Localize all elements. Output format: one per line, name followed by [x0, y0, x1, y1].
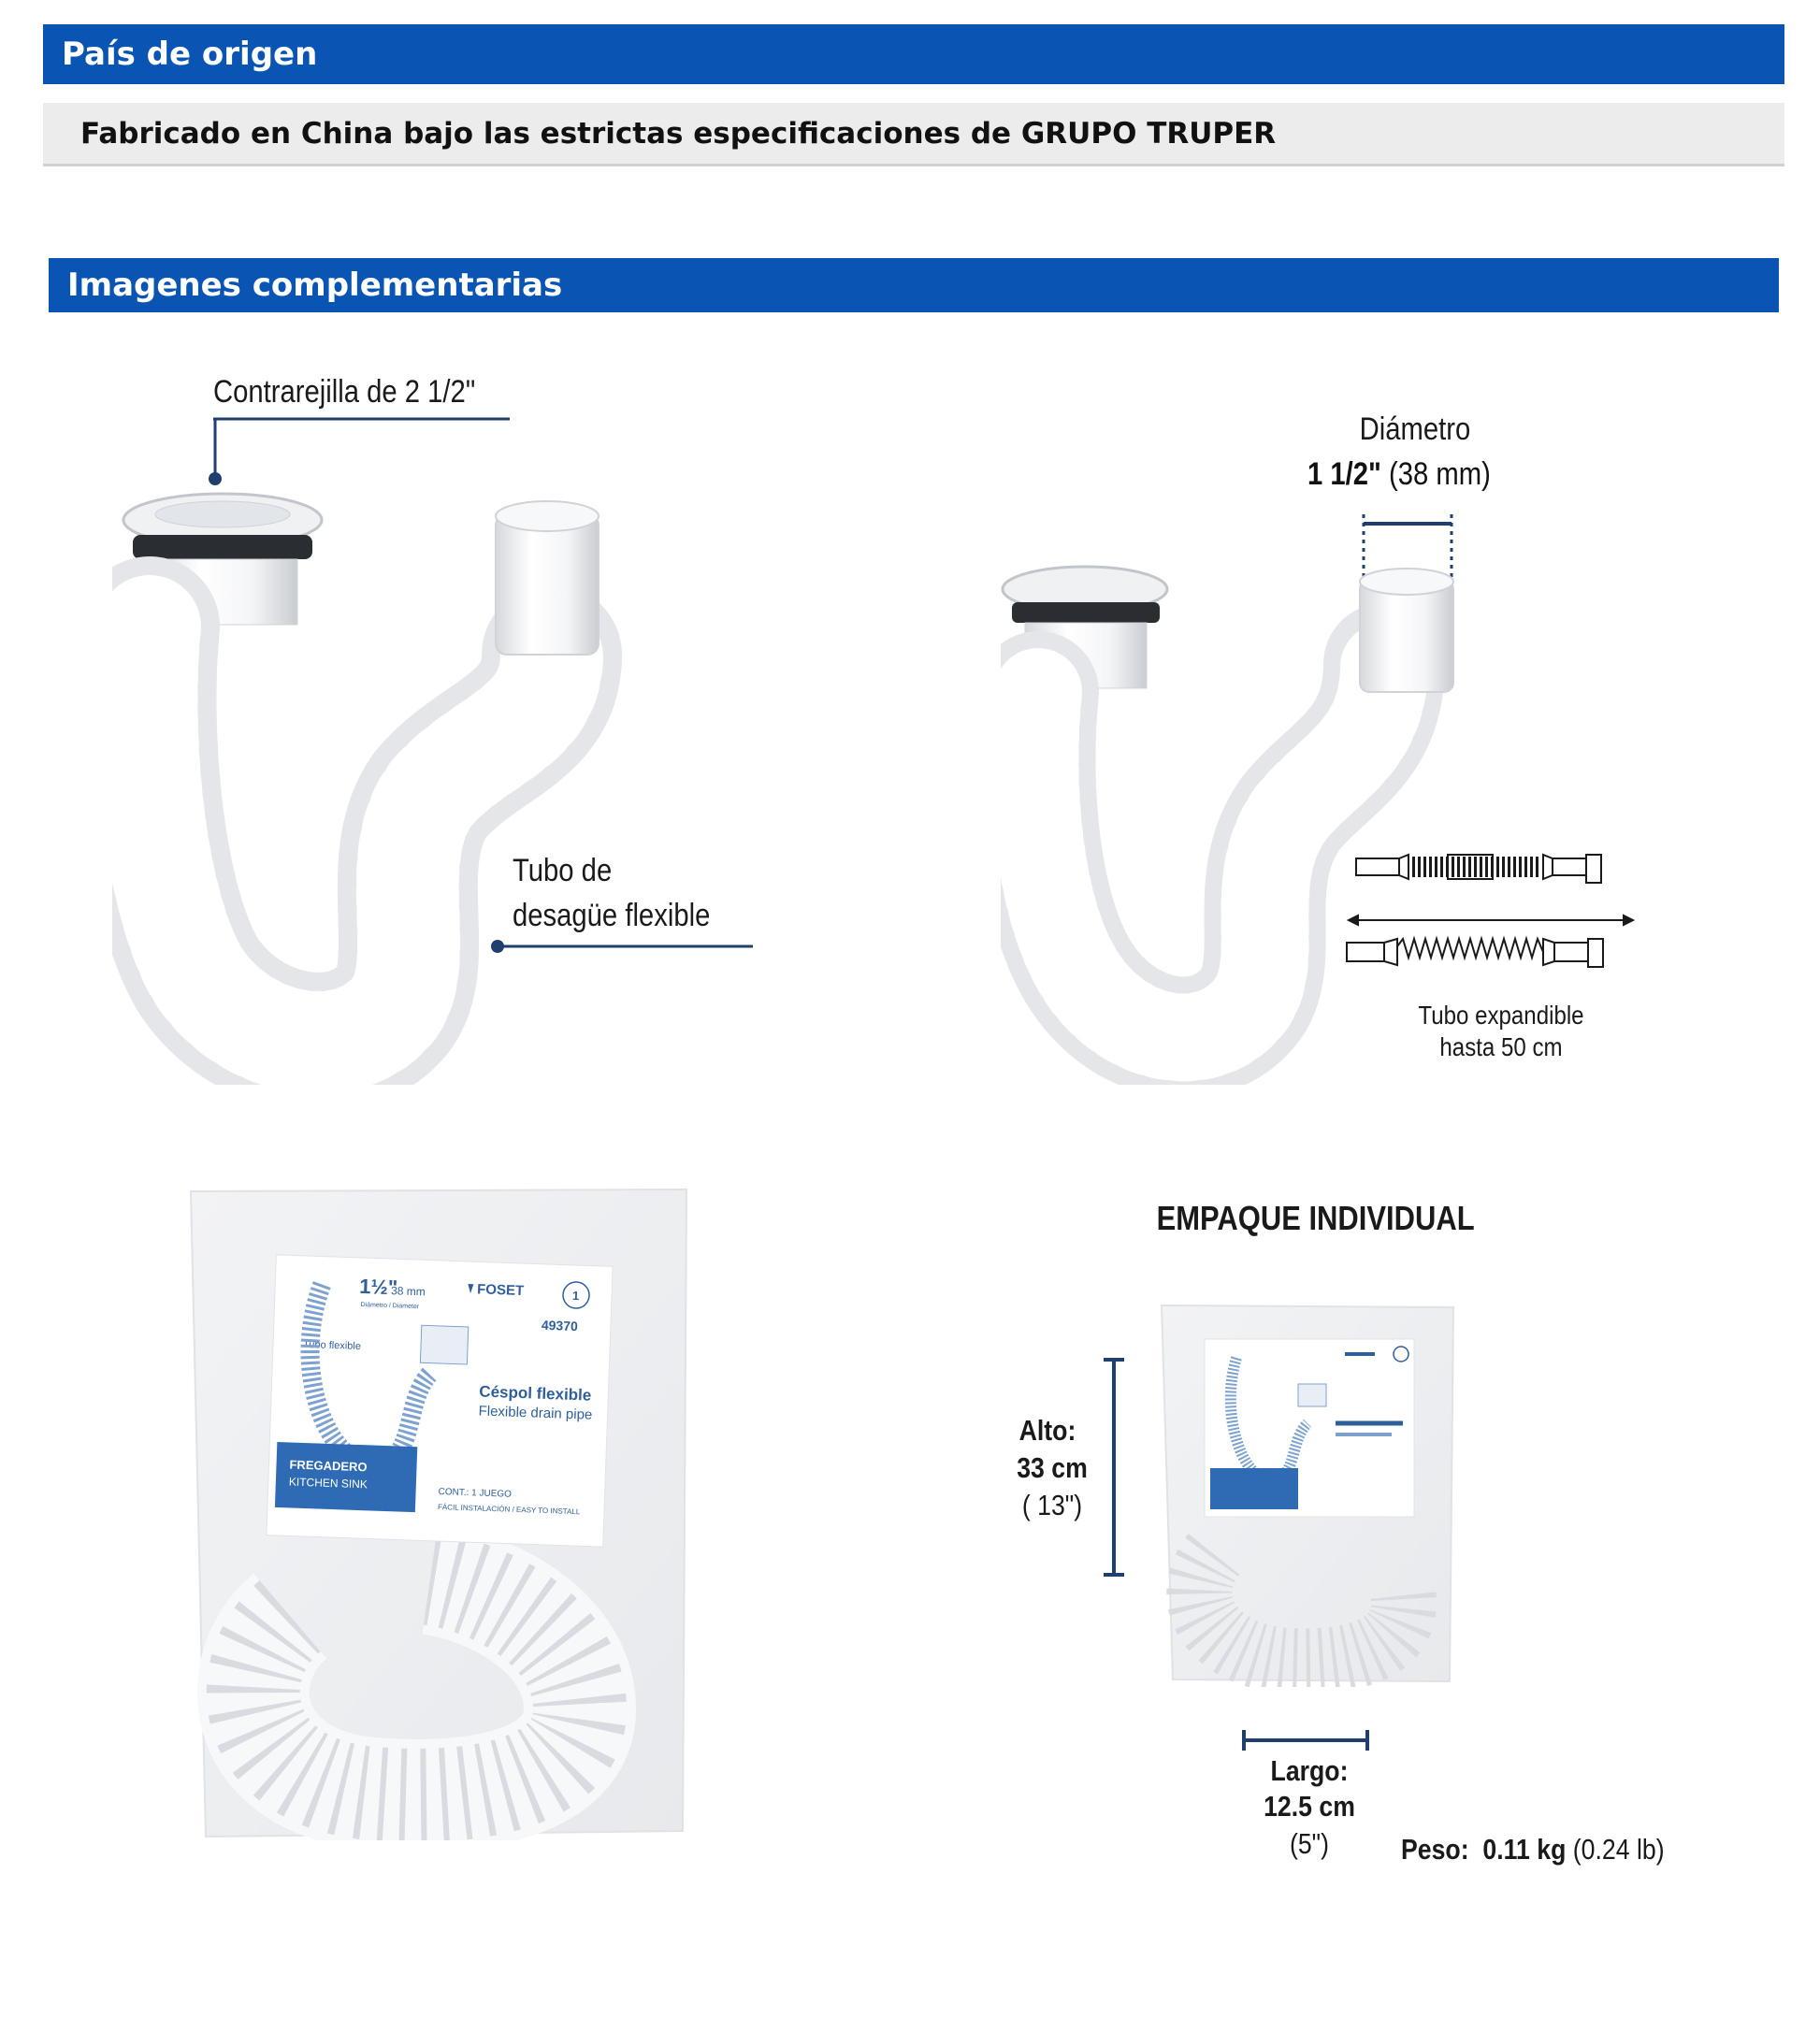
- origin-text: Fabricado en China bajo las estrictas especificaciones de GRUPO TRUPER: [80, 116, 1277, 151]
- pkg-size-caption: Diámetro / Diameter: [360, 1301, 420, 1311]
- pkg-brand: FOSET: [476, 1281, 525, 1300]
- expand-label-line1: Tubo expandible: [1418, 1001, 1584, 1030]
- weight-kg: 0.11 kg: [1482, 1833, 1567, 1866]
- tube-label-line1: Tubo de: [513, 853, 613, 888]
- pkg-product-es: Céspol flexible: [479, 1382, 592, 1405]
- package-photo-large: [187, 1186, 692, 1840]
- length-inches: (5"): [1289, 1827, 1330, 1860]
- diameter-title: Diámetro: [1359, 411, 1471, 447]
- length-value: 12.5 cm: [1264, 1790, 1355, 1823]
- tube-label-line2: desagüe flexible: [513, 898, 711, 933]
- weight-row: [1401, 1833, 1665, 1867]
- diameter-value: 1 1/2": [1307, 456, 1381, 492]
- weight-lb: (0.24 lb): [1572, 1833, 1665, 1866]
- package-photo-small: [1158, 1302, 1457, 1687]
- pkg-install: FÁCIL INSTALACIÓN / EASY TO INSTALL: [437, 1503, 581, 1517]
- images-header-title: Imagenes complementarias: [67, 267, 563, 304]
- height-inches: ( 13"): [1021, 1489, 1083, 1521]
- pkg-banner-line2: KITCHEN SINK: [288, 1475, 368, 1492]
- strainer-callout-line: [206, 411, 514, 496]
- package-title: EMPAQUE INDIVIDUAL: [1156, 1199, 1475, 1237]
- pkg-banner-line1: FREGADERO: [289, 1457, 368, 1475]
- strainer-label: Contrarejilla de 2 1/2": [213, 374, 476, 410]
- pkg-model: 49370: [541, 1317, 579, 1334]
- tube-callout-line: [486, 935, 758, 963]
- diameter-mm: (38 mm): [1389, 456, 1491, 492]
- height-label: Alto:: [1018, 1414, 1076, 1447]
- pkg-size-label: 1½": [358, 1274, 398, 1300]
- origin-header: [43, 24, 1784, 84]
- pkg-tube-caption: Tubo flexible: [302, 1338, 362, 1353]
- length-dimension-marker: [1240, 1726, 1371, 1754]
- drain-pipe-illustration-1: [112, 486, 692, 1085]
- expandable-tube-diagram: [1337, 842, 1646, 982]
- pkg-size-mm: 38 mm: [390, 1284, 426, 1299]
- length-label: Largo:: [1270, 1754, 1349, 1787]
- diameter-value-row: [1307, 456, 1491, 493]
- pkg-contents: CONT.: 1 JUEGO: [438, 1487, 513, 1500]
- origin-header-title: País de origen: [62, 36, 318, 73]
- images-header: [49, 258, 1779, 312]
- flexible-tube-icon: [147, 627, 552, 1043]
- height-value: 33 cm: [1017, 1451, 1088, 1484]
- expand-label-line2: hasta 50 cm: [1439, 1032, 1563, 1061]
- origin-text-band: [43, 103, 1784, 166]
- pkg-count: 1: [571, 1288, 580, 1304]
- weight-label: Peso:: [1401, 1833, 1469, 1866]
- pkg-product-en: Flexible drain pipe: [478, 1403, 593, 1423]
